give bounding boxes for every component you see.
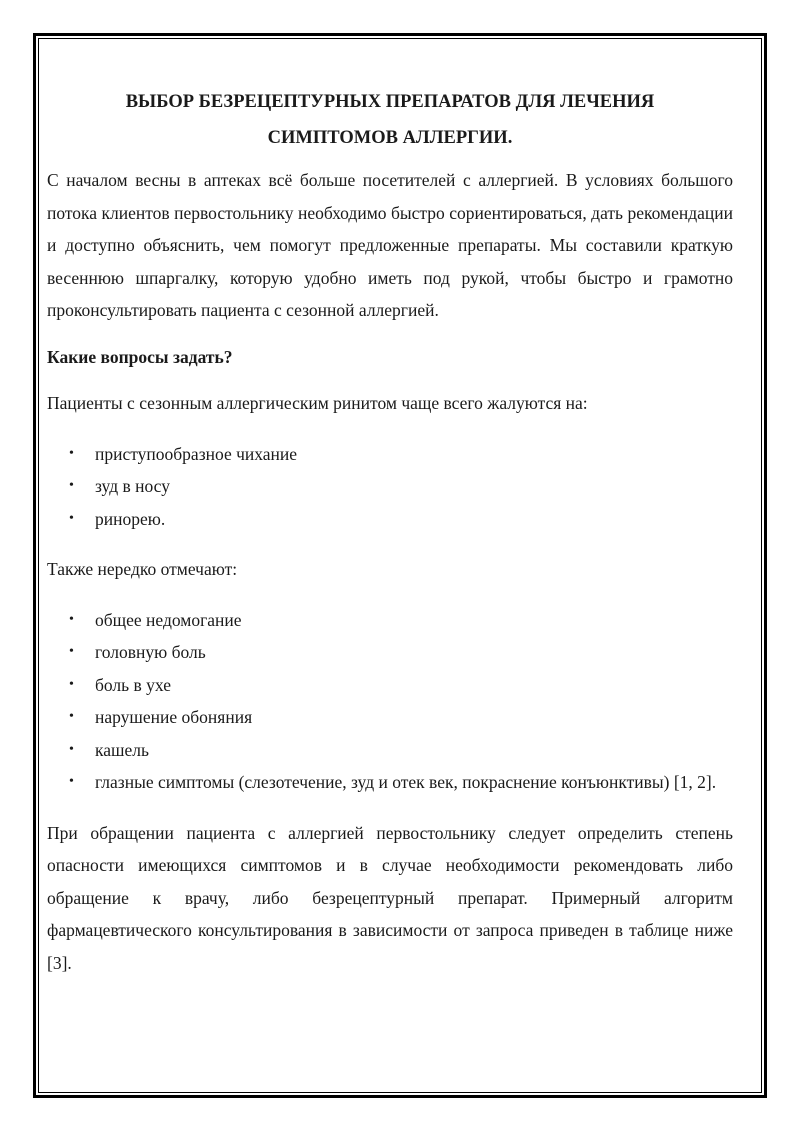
bullet-icon: •	[69, 676, 74, 692]
list-item-text: зуд в носу	[95, 476, 170, 496]
list-item	[47, 734, 733, 767]
document-body	[47, 84, 733, 979]
question-heading: Какие вопросы задать?	[47, 346, 233, 367]
bullet-icon: •	[69, 478, 74, 493]
document-title	[47, 84, 733, 156]
bullet-icon: •	[69, 510, 74, 526]
list-item-text: приступообразное чихание	[95, 443, 298, 464]
list-item-text: ринорею.	[95, 508, 166, 529]
list-item-text: глазные симптомы (слезотечение, зуд и отек век, покраснение конъюнктивы) [1, 2].	[95, 772, 717, 792]
title-line-1: ВЫБОР БЕЗРЕЦЕПТУРНЫХ ПРЕПАРАТОВ ДЛЯ ЛЕЧЕНИЯ	[125, 92, 655, 112]
bullet-icon: •	[69, 709, 74, 724]
bullet-icon: •	[69, 741, 74, 757]
list-item	[47, 766, 733, 799]
bullet-icon: •	[69, 611, 74, 627]
list-item	[47, 503, 733, 536]
title-line-2: СИМПТОМОВ АЛЛЕРГИИ.	[267, 128, 513, 148]
list-item-text: общее недомогание	[95, 609, 242, 630]
list-item-text: боль в ухе	[95, 674, 171, 695]
also-lead: Также нередко отмечают:	[47, 559, 238, 579]
bullet-icon: •	[69, 774, 74, 789]
main-symptoms-list	[47, 438, 733, 536]
list-item	[47, 669, 733, 702]
list-item-text: головную боль	[95, 642, 206, 662]
intro-paragraph: С началом весны в аптеках всё больше посетителей с аллергией. В условиях большого потока клиентов первостольнику необходимо быстро сориентироваться, дать рекомендации и доступно объяснить, чем помогут предложенные препараты. Мы составили краткую весеннюю шпаргалку, которую удобно иметь под рукой, чтобы быстро и грамотно проконсультировать пациента с сезонной аллергией.	[47, 170, 733, 320]
list-item-text: кашель	[95, 739, 149, 760]
list-item	[47, 701, 733, 734]
bullet-icon: •	[69, 644, 74, 659]
other-symptoms-list	[47, 604, 733, 799]
list-item	[47, 470, 733, 503]
list-item	[47, 636, 733, 669]
list-item	[47, 438, 733, 471]
list-item	[47, 604, 733, 637]
conclusion-paragraph: При обращении пациента с аллергией первостольнику следует определить степень опасности имеющихся симптомов и в случае необходимости рекомендовать либо обращение к врачу, либо безрецептурный препарат. Примерный алгоритм фармацевтического консультирования в зависимости от запроса приведен в таблице ниже [3].	[47, 822, 733, 973]
complaints-lead: Пациенты с сезонным аллергическим ринитом чаще всего жалуются на:	[47, 393, 588, 413]
list-item-text: нарушение обоняния	[95, 707, 253, 727]
bullet-icon: •	[69, 445, 74, 461]
